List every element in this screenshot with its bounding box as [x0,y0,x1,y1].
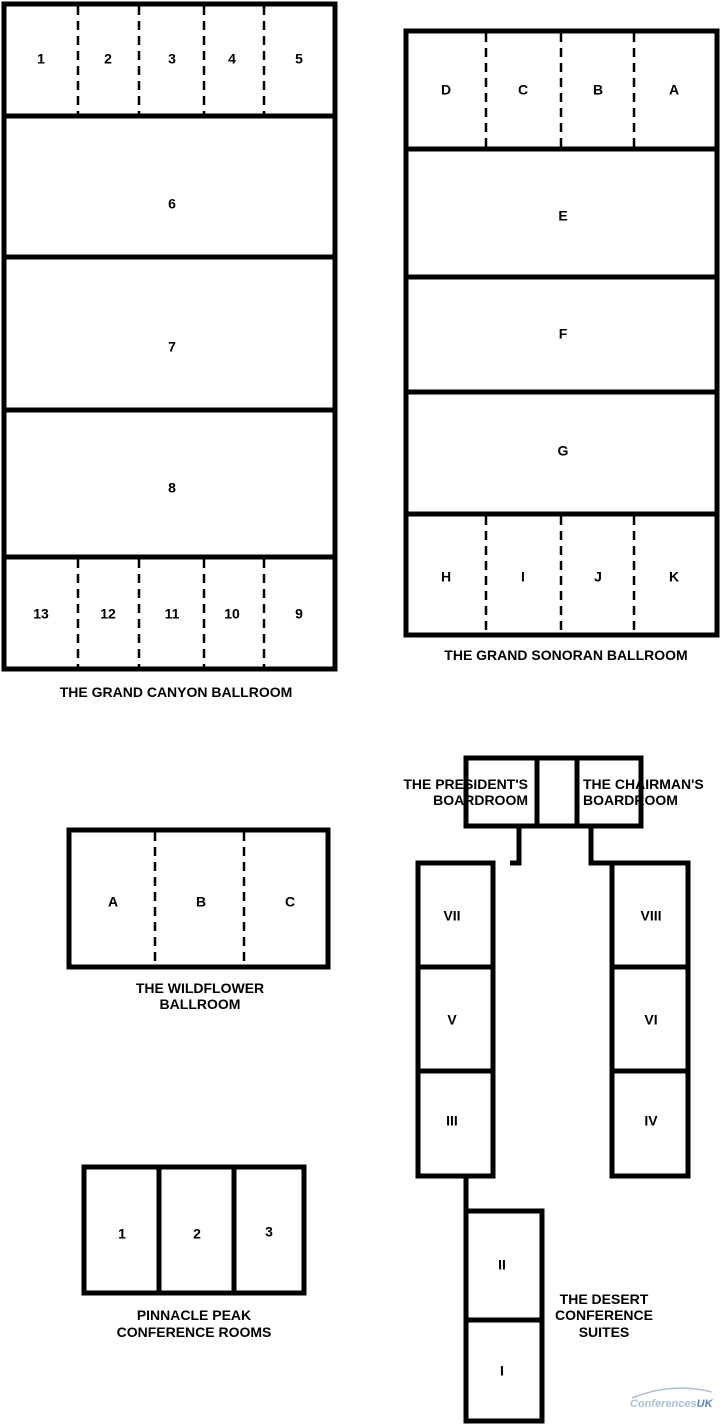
grand-canyon-caption: THE GRAND CANYON BALLROOM [59,684,293,700]
wildflower-room-c: C [284,893,296,910]
canyon-room-3: 3 [168,50,176,67]
pinnacle-caption-line2: CONFERENCE ROOMS [116,1324,272,1340]
canyon-room-6: 6 [168,195,176,212]
watermark-swoosh [632,1388,712,1398]
pinnacle-room-2: 2 [193,1225,201,1242]
wildflower-room-a: A [107,893,119,910]
presidents-boardroom-line1: THE PRESIDENT'S [403,776,528,792]
canyon-room-2: 2 [104,50,112,67]
sonoran-room-g: G [557,442,569,459]
desert-suite-viii: VIII [640,907,662,924]
pinnacle-caption-line1: PINNACLE PEAK [136,1307,252,1323]
canyon-room-5: 5 [295,50,303,67]
wildflower-caption-line2: BALLROOM [159,996,241,1012]
desert-suite-v: V [447,1011,457,1028]
grand-canyon-outline [4,4,335,669]
watermark-suffix: UK [696,1398,713,1410]
desert-suite-iv: IV [644,1112,658,1129]
desert-conference-suites [418,863,688,1421]
desert-bottom-column [466,1211,542,1421]
desert-suite-vi: VI [644,1011,658,1028]
sonoran-room-h: H [440,568,452,585]
desert-caption-line1: THE DESERT [559,1291,649,1307]
desert-caption-line3: SUITES [578,1324,630,1340]
sonoran-room-e: E [558,207,568,224]
watermark-text: Conferences [630,1398,697,1410]
wildflower-ballroom [69,830,328,1012]
canyon-room-11: 11 [164,605,180,622]
pinnacle-room-1: 1 [118,1225,126,1242]
chairmans-boardroom-line1: THE CHAIRMAN'S [583,776,704,792]
canyon-room-12: 12 [100,605,116,622]
sonoran-room-k: K [668,568,680,585]
desert-suite-iii: III [446,1112,458,1129]
canyon-room-1: 1 [37,50,45,67]
svg-text:ConferencesUK [630,1398,714,1410]
canyon-room-13: 13 [33,605,49,622]
sonoran-room-a: A [668,81,680,98]
canyon-room-7: 7 [168,338,176,355]
sonoran-room-i: I [521,568,525,585]
wildflower-caption-line1: THE WILDFLOWER [135,980,265,996]
canyon-room-10: 10 [224,605,240,622]
desert-caption-line2: CONFERENCE [554,1307,654,1323]
desert-suite-vii: VII [443,907,461,924]
sonoran-room-b: B [592,81,604,98]
sonoran-room-j: J [594,568,602,585]
canyon-room-9: 9 [295,605,303,622]
grand-canyon-ballroom [4,4,335,700]
conferences-uk-watermark [630,1388,714,1410]
canyon-room-8: 8 [168,479,176,496]
sonoran-room-c: C [517,81,529,98]
grand-sonoran-caption: THE GRAND SONORAN BALLROOM [444,647,688,663]
chairmans-boardroom-line2: BOARDROOM [583,792,678,808]
boardrooms [403,758,703,863]
sonoran-room-f: F [558,325,568,342]
grand-sonoran-ballroom [406,31,717,663]
wildflower-room-b: B [195,893,207,910]
sonoran-room-d: D [440,81,452,98]
pinnacle-peak-rooms [84,1167,304,1340]
canyon-room-4: 4 [228,50,236,67]
desert-suite-ii: II [498,1256,506,1273]
pinnacle-room-3: 3 [265,1223,273,1240]
desert-suite-i: I [500,1362,504,1379]
presidents-boardroom-line2: BOARDROOM [433,792,528,808]
